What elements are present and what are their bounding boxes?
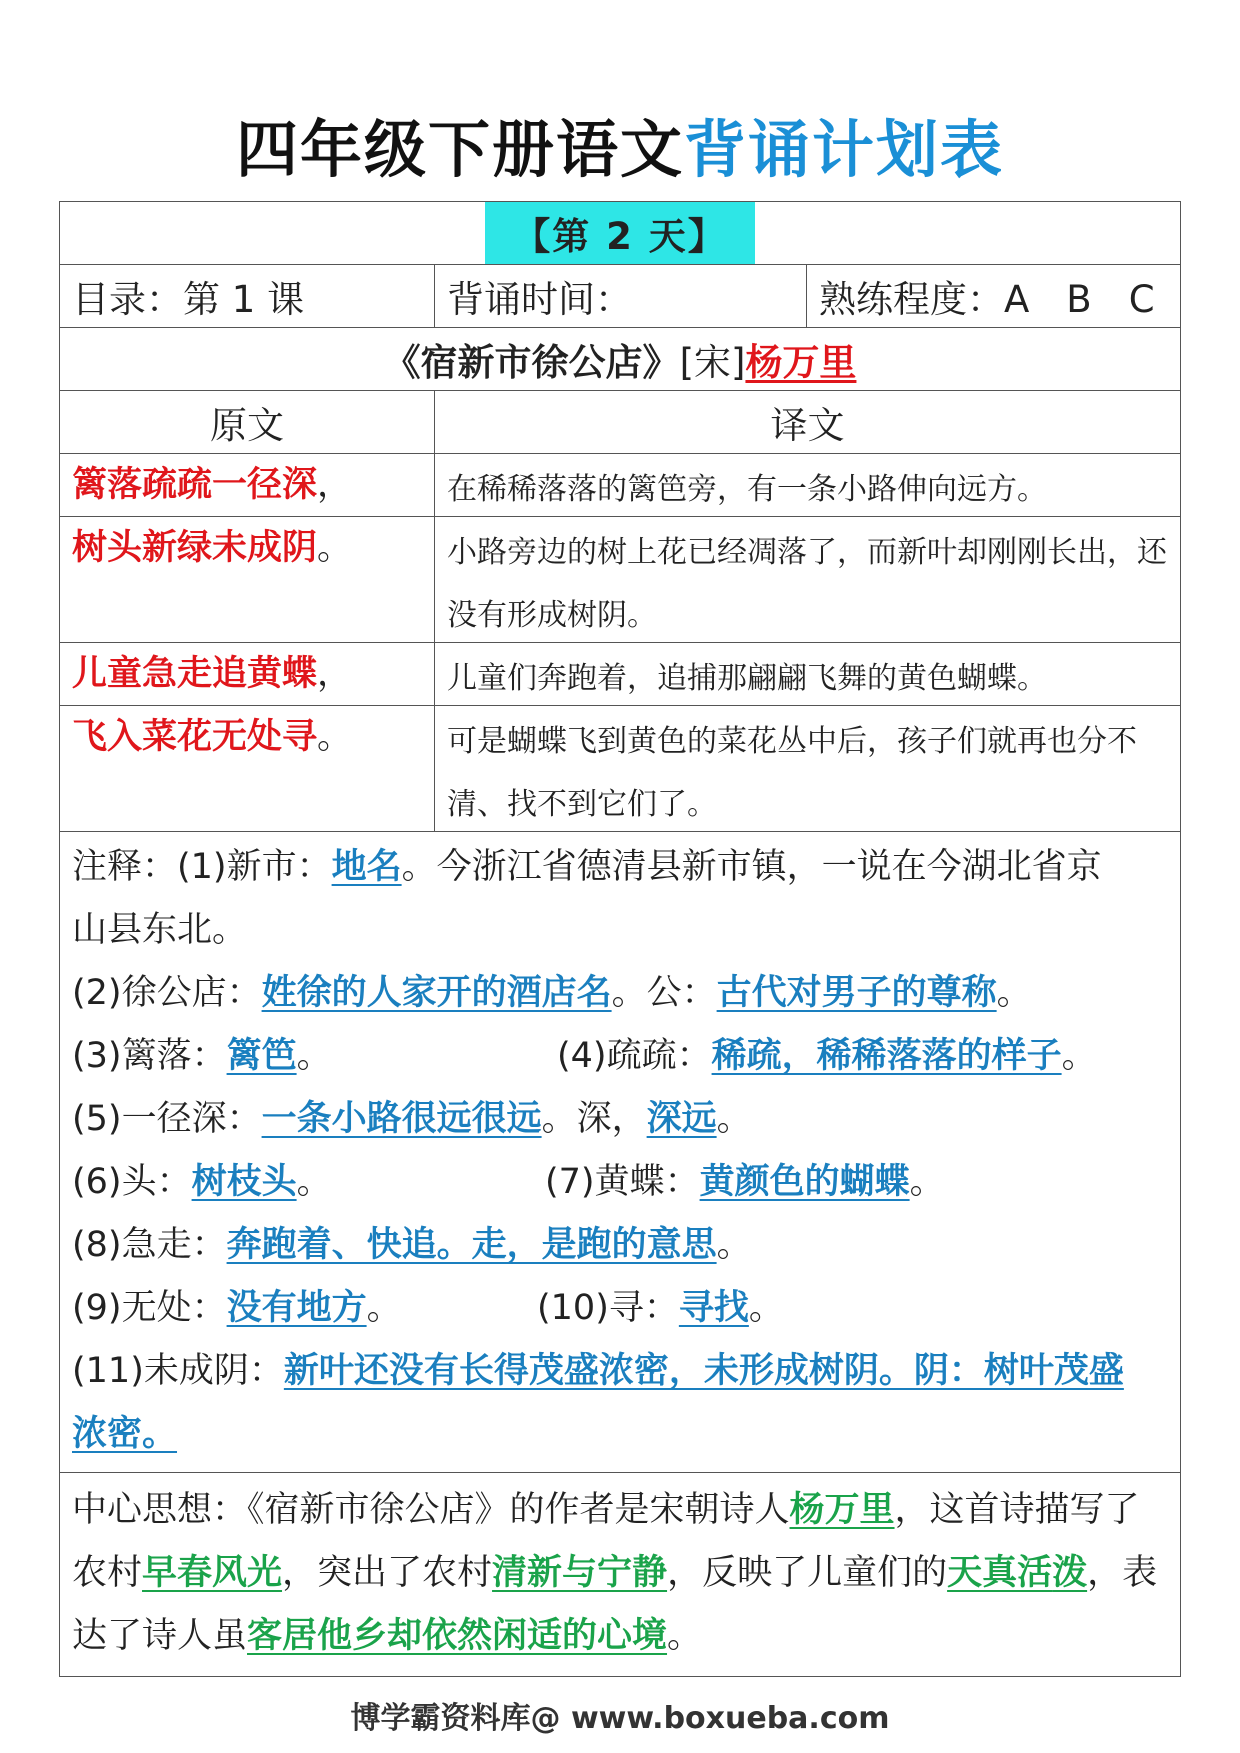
note-answer: 树枝头 [191,1162,297,1202]
idea-keyword: 客居他乡却依然闲适的心境 [247,1616,668,1656]
info-row [60,265,1180,328]
note-answer: 深远 [646,1099,717,1139]
idea-text: ，突出了农村 [282,1553,493,1593]
central-idea-row [60,1473,1180,1676]
verse-original [60,643,435,705]
verse-original [60,454,435,516]
note-label: (5)一径深： [72,1099,262,1139]
note-period: 。 [296,1162,332,1202]
poem-author: 杨万里 [745,341,857,384]
note-line [72,1214,1124,1277]
idea-text: ，这首诗描写 [894,1490,1105,1530]
verse-punc: 。 [317,717,353,757]
note-period: 。 [366,1288,402,1328]
note-line [72,962,1124,1025]
translation-header: 译文 [770,404,845,447]
note-label: (10)寻： [537,1288,679,1328]
idea-text: 中心思想：《宿新市徐公店》的作者是宋朝诗人 [72,1490,790,1530]
idea-text: ，反映了儿童们的 [667,1553,948,1593]
poem-dynasty: [宋] [679,341,746,384]
poem-title-row [60,328,1180,391]
note-line [72,1151,1124,1214]
note-text: 。今浙江省德清县新市镇，一说在今湖北省京 [401,847,1102,887]
note-answer: 一条小路很远很远 [261,1099,542,1139]
note-period: 。 [996,973,1032,1013]
note-answer: 寻找 [678,1288,749,1328]
verse-translation: 可是蝴蝶飞到黄色的菜花丛中后，孩子们就再也分不清、找不到它们了。 [447,724,1137,822]
note-period: 。 [748,1288,784,1328]
note-answer: 没有地方 [226,1288,367,1328]
verse-row [60,454,1180,517]
verse-translation: 在稀稀落落的篱笆旁，有一条小路伸向远方。 [447,472,1047,507]
note-label: (11)未成阴： [72,1351,284,1391]
note-answer: 稀疏，稀稀落落的样子 [711,1036,1062,1076]
idea-keyword: 清新与宁静 [492,1553,668,1593]
note-label: (6)头： [72,1162,192,1202]
note-answer: 篱笆 [226,1036,297,1076]
note-label: (9)无处： [72,1288,227,1328]
verse-text: 树头新绿未成阴 [72,528,318,568]
verse-row [60,517,1180,643]
note-line [72,899,1124,962]
note-answer: 姓徐的人家开的酒店名 [261,973,612,1013]
idea-keyword: 天真活 [947,1553,1053,1593]
notes-block [60,832,1136,1472]
idea-text: 了农村 [72,1490,1140,1593]
verse-punc: ， [317,654,353,694]
page-title-accent: 背诵计划表 [684,113,1005,186]
watermark-footer: 博学霸资料库@ www.boxueba.com [350,1701,890,1736]
central-idea [60,1473,1180,1676]
verse-punc: 。 [317,528,353,568]
note-answer: 黄颜色的蝴蝶 [699,1162,910,1202]
idea-text: ，表达了诗人虽 [72,1553,1158,1656]
note-text: 。深， [541,1099,647,1139]
note-period: 。 [909,1162,945,1202]
note-label: (8)急走： [72,1225,227,1265]
note-label: (4)疏疏： [557,1036,712,1076]
verse-translation: 小路旁边的树上花已经凋落了，而新叶却刚刚长出，还没有形成树阴。 [447,535,1167,633]
note-label: (3)篱落： [72,1036,227,1076]
verse-original [60,517,435,642]
note-answer: 新叶还没有长得茂盛浓密，未形成树阴。阴：树叶茂盛 [283,1351,1124,1391]
note-answer: 浓密。 [72,1414,178,1454]
note-line [72,1025,1124,1088]
recite-time-cell: 背诵时间： [435,265,807,327]
verse-translation: 儿童们奔跑着，追捕那翩翩飞舞的黄色蝴蝶。 [447,661,1047,696]
page-title-main: 四年级下册语文 [235,113,684,186]
poem-title: 《宿新市徐公店》 [383,341,680,384]
note-answer: 奔跑着、快追。走，是跑的意思 [226,1225,717,1265]
day-badge: 【第 2 天】 [485,202,755,264]
verse-text: 儿童急走追黄蝶 [72,654,318,694]
verse-text: 篱落疏疏一径深 [72,465,318,505]
day-row [60,202,1180,265]
note-line [72,1277,1124,1340]
note-line [72,1403,1124,1466]
page-title [0,100,1240,189]
note-period: 。 [716,1099,752,1139]
note-period: 。 [716,1225,752,1265]
idea-keyword: 早春风光 [142,1553,283,1593]
note-label: 注释：(1)新市： [72,847,332,887]
note-text: 。公： [611,973,717,1013]
note-period: 。 [296,1036,332,1076]
note-answer: 地名 [331,847,402,887]
verse-row [60,643,1180,706]
note-label: (2)徐公店： [72,973,262,1013]
note-line [72,836,1124,899]
proficiency-cell: 熟练程度：A B C [819,278,1155,321]
plan-table [59,201,1181,1677]
note-label: (7)黄蝶： [545,1162,700,1202]
verse-original [60,706,435,831]
verse-row [60,706,1180,832]
original-header: 原文 [60,391,435,453]
note-text: 山县东北。 [72,910,248,950]
notes-row [60,832,1180,1473]
note-answer: 古代对男子的尊称 [716,973,997,1013]
verse-punc: ， [317,465,353,505]
idea-keyword: 泼 [1052,1553,1088,1593]
catalog-cell: 目录：第 1 课 [60,265,435,327]
column-header-row [60,391,1180,454]
note-line [72,1088,1124,1151]
idea-text: 。 [667,1616,703,1656]
verse-text: 飞入菜花无处寻 [72,717,318,757]
idea-keyword: 杨万里 [789,1490,895,1530]
note-period: 。 [1061,1036,1097,1076]
note-line [72,1340,1124,1403]
